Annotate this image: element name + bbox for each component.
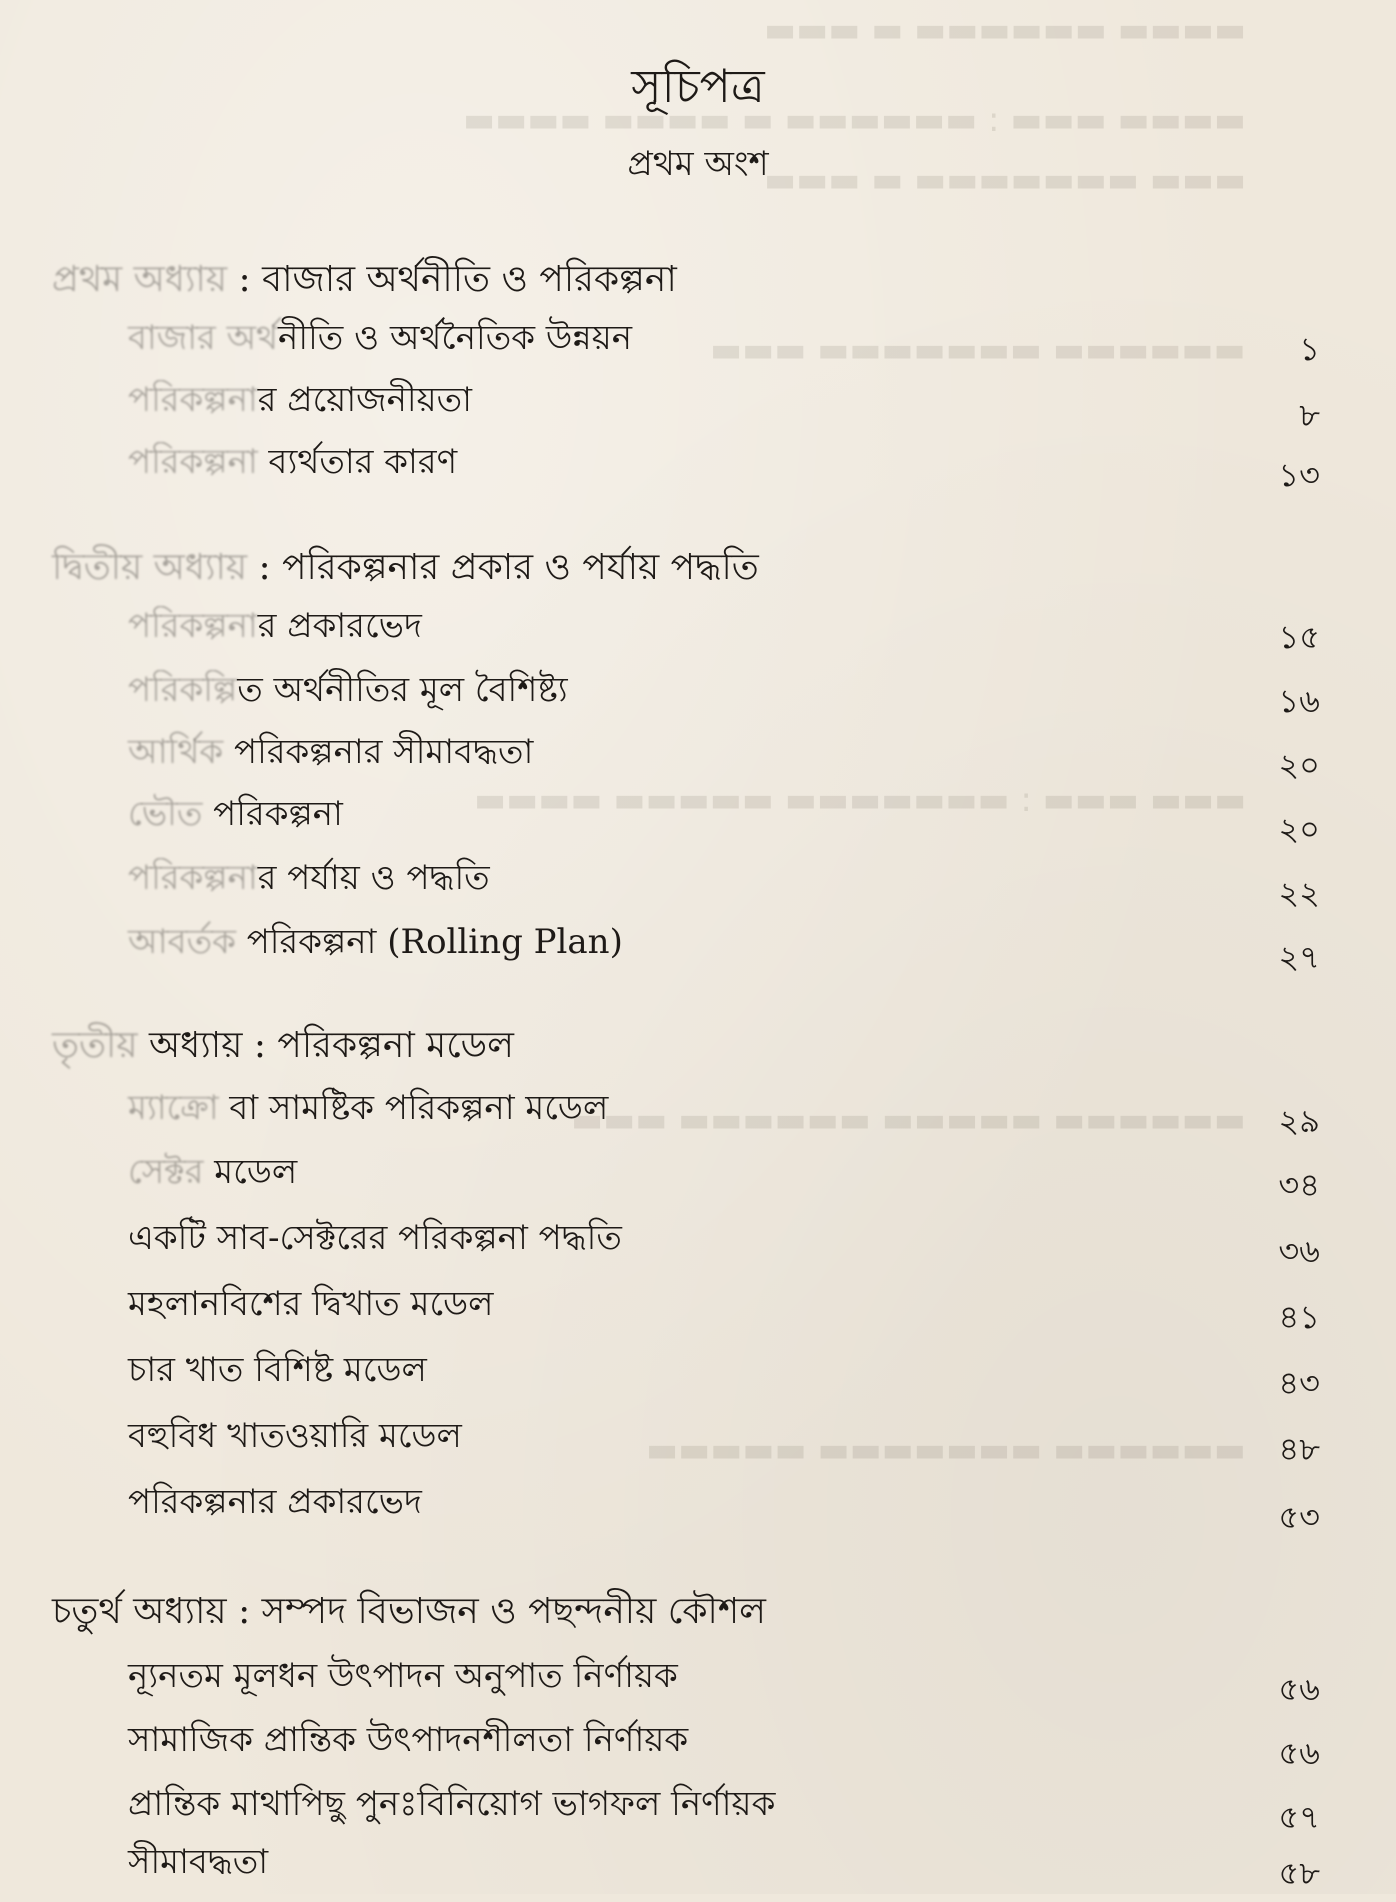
entry-page-number: ৩৪ (1278, 1166, 1320, 1204)
entry-text-faded: আবর্তক (128, 922, 236, 962)
entry-text: সামাজিক প্রান্তিক উৎপাদনশীলতা নির্ণায়ক (128, 1720, 689, 1760)
entry-text: মহলানবিশের দ্বিখাত মডেল (128, 1284, 494, 1324)
toc-entry (128, 1082, 608, 1139)
entry-text: মডেল (203, 1152, 298, 1192)
entry-page-number: ২০ (1278, 746, 1320, 784)
entry-text: পরিকল্পনা (202, 794, 343, 834)
entry-page-number: ১৫ (1278, 618, 1320, 656)
chapter-heading-2 (52, 540, 759, 600)
bleed-through-decoration: ▬▬▬ ▬▬▬ : ▬▬▬▬▬▬▬ ▬▬▬▬▬ ▬▬▬▬ (473, 780, 1246, 820)
entry-page-number: ৫৩ (1278, 1498, 1320, 1536)
toc-entry (128, 1410, 462, 1467)
chapter-title: চতুর্থ অধ্যায় : সম্পদ বিভাজন ও পছন্দনীয় কৌশল (52, 1591, 766, 1632)
toc-entry (128, 1714, 688, 1771)
entry-text: পরিকল্পনার প্রকারভেদ (128, 1482, 422, 1522)
toc-entry (128, 916, 623, 973)
bleed-through-decoration: ▬▬▬ ▬▬▬▬▬▬▬ ▬ ▬▬▬ (763, 160, 1246, 200)
toc-entry (128, 1344, 427, 1401)
chapter-number-faded: দ্বিতীয় অধ্যায় (52, 547, 248, 588)
toc-entry (128, 788, 343, 845)
toc-entry (128, 600, 422, 657)
entry-text: ব্যর্থতার কারণ (257, 442, 458, 482)
chapter-number-faded: তৃতীয় (52, 1025, 138, 1066)
entry-text: বা সামষ্টিক পরিকল্পনা মডেল (218, 1088, 609, 1128)
entry-page-number: ২৯ (1278, 1102, 1320, 1140)
page-title: সূচিপত্র (631, 59, 765, 113)
entry-page-number: ৫৮ (1278, 1854, 1320, 1892)
toc-entry (128, 726, 533, 783)
chapter-heading-3 (52, 1018, 514, 1078)
part-heading: প্রথম অংশ (627, 144, 769, 184)
chapter-heading-1 (52, 252, 677, 312)
entry-page-number: ৫৭ (1278, 1798, 1320, 1836)
chapter-number-faded: প্রথম অধ্যায় (52, 259, 228, 300)
chapter-title: : পরিকল্পনার প্রকার ও পর্যায় পদ্ধতি (247, 547, 759, 588)
entry-text: নীতি ও অর্থনৈতিক উন্নয়ন (278, 318, 633, 358)
entry-page-number: ৩৬ (1278, 1232, 1320, 1270)
entry-page-number: ১ (1299, 330, 1320, 368)
toc-entry (128, 852, 490, 909)
entry-text-faded: পরিকল্পি (128, 670, 238, 710)
entry-page-number: ৫৬ (1278, 1670, 1320, 1708)
entry-page-number: ৪৮ (1278, 1430, 1320, 1468)
entry-text-faded: আর্থিক (128, 732, 224, 772)
entry-text: বহুবিধ খাতওয়ারি মডেল (128, 1416, 462, 1456)
chapter-title: : বাজার অর্থনীতি ও পরিকল্পনা (227, 259, 677, 300)
toc-entry (128, 1278, 494, 1335)
entry-text: র পর্যায় ও পদ্ধতি (257, 858, 490, 898)
toc-entry (128, 436, 457, 493)
entry-text: পরিকল্পনা (Rolling Plan) (235, 922, 623, 962)
entry-text-faded: পরিকল্পনা (128, 442, 258, 482)
entry-text-faded: ভৌত (128, 794, 203, 834)
bleed-through-decoration: ▬▬▬▬ ▬▬▬ : ▬▬▬▬▬▬ ▬ ▬▬▬▬ ▬▬▬▬ (462, 100, 1246, 140)
entry-text-faded: সেক্টর (128, 1152, 204, 1192)
entry-text-faded: পরিকল্পনা (128, 606, 258, 646)
entry-text-faded: পরিকল্পনা (128, 380, 258, 420)
entry-page-number: ৮ (1299, 396, 1320, 434)
toc-entry (128, 664, 568, 721)
toc-entry (128, 1650, 678, 1707)
entry-text: পরিকল্পনার সীমাবদ্ধতা (223, 732, 534, 772)
bleed-through-decoration: ▬▬▬▬ ▬▬▬▬▬▬ ▬ ▬▬▬ (763, 10, 1246, 50)
toc-entry (128, 1778, 775, 1835)
entry-page-number: ৪৩ (1278, 1364, 1320, 1402)
toc-entry (128, 1476, 422, 1533)
entry-text: ত অর্থনীতির মূল বৈশিষ্ট্য (237, 670, 568, 710)
entry-text: একটি সাব-সেক্টরের পরিকল্পনা পদ্ধতি (128, 1218, 622, 1258)
bleed-through-decoration: ▬▬▬▬▬▬ ▬▬▬▬▬ ▬▬▬▬▬▬ ▬▬▬ (571, 1100, 1246, 1140)
toc-entry (128, 1146, 297, 1203)
entry-text-faded: পরিকল্পনা (128, 858, 258, 898)
entry-page-number: ১৩ (1278, 456, 1320, 494)
toc-entry (128, 1212, 622, 1269)
entry-text: প্রান্তিক মাথাপিছু পুনঃবিনিয়োগ ভাগফল নির্ণায়ক (128, 1784, 776, 1824)
entry-page-number: ২০ (1278, 810, 1320, 848)
toc-entry (128, 374, 472, 431)
entry-text-faded: ম্যাক্রো (128, 1088, 219, 1128)
entry-text: চার খাত বিশিষ্ট মডেল (128, 1350, 427, 1390)
entry-page-number: ৫৬ (1278, 1734, 1320, 1772)
toc-entry (128, 312, 632, 369)
entry-text: ন্যূনতম মূলধন উৎপাদন অনুপাত নির্ণায়ক (128, 1656, 678, 1696)
chapter-title: অধ্যায় : পরিকল্পনা মডেল (137, 1025, 515, 1066)
entry-text-faded: বাজার অর্থ (128, 318, 279, 358)
entry-page-number: ৪১ (1278, 1298, 1320, 1336)
entry-page-number: ২৭ (1278, 938, 1320, 976)
entry-text: র প্রয়োজনীয়তা (257, 380, 473, 420)
bleed-through-decoration: ▬▬▬▬▬▬ ▬▬▬▬▬▬▬ ▬▬▬ (710, 330, 1246, 370)
chapter-heading-4 (52, 1584, 766, 1644)
entry-text: সীমাবদ্ধতা (128, 1842, 269, 1882)
entry-text: র প্রকারভেদ (257, 606, 422, 646)
entry-page-number: ২২ (1278, 874, 1320, 912)
bleed-through-decoration: ▬▬▬▬▬▬ ▬▬▬▬▬▬▬ ▬▬▬▬▬ (646, 1430, 1246, 1470)
entry-page-number: ১৬ (1278, 682, 1320, 720)
toc-entry (128, 1836, 268, 1893)
